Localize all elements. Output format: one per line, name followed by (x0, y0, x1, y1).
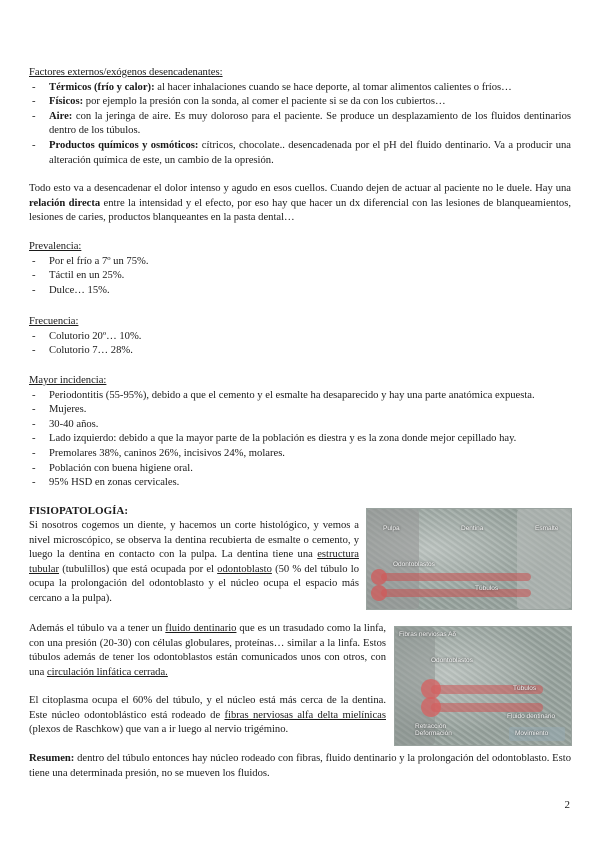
p1-underlined: odontoblasto (217, 563, 272, 575)
p1-text: Si nosotros cogemos un diente, y hacemos un corte histológico, y vemos a nivel microscópico, se observa la dentina recubierta de esmalte o cemento, y luego la dentina en contacto con la pulpa. La dentina tiene una (29, 520, 359, 561)
figure-label: Fibras nerviosas Aδ (399, 631, 457, 638)
figure-label: Fluido dentinario (507, 713, 556, 720)
fisio-paragraph-1 (29, 519, 359, 607)
p2-underlined: circulación linfática cerrada. (46, 666, 168, 678)
list-item: - Táctil en un 25%. (29, 269, 571, 284)
fisio-paragraph-2 (29, 622, 386, 680)
list-item: - Dulce… 15%. (29, 284, 571, 299)
item-text: por ejemplo la presión con la sonda, al comer el paciente si se da con los cubiertos… (83, 96, 446, 108)
list-item: - 95% HSD en zonas cervicales. (29, 476, 571, 491)
figure-label: Dentina (461, 525, 484, 532)
histology-figure-1 (366, 508, 572, 610)
term: Físicos: (49, 96, 84, 108)
list-item: - Colutorio 20º… 10%. (29, 330, 571, 345)
frecuencia-section (29, 315, 571, 359)
list-item: - Periodontitis (55-95%), debido a que el cemento y el esmalte ha desaparecido y hay una parte anatómica expuesta. (29, 389, 571, 404)
list-item (29, 81, 571, 96)
list-item: - 30-40 años. (29, 418, 571, 433)
factores-list (29, 81, 571, 169)
prevalencia-section (29, 240, 571, 298)
mayor-incidencia-section (29, 374, 571, 491)
figure-label: Esmalte (535, 525, 559, 532)
item-text: al hacer inhalaciones cuando se hace deporte, al tomar alimentos calientes o fríos… (154, 81, 512, 93)
intro-text: entre la intensidad y el efecto, por eso hay que hacer un dx diferencial con las lesiones de blanqueamientos, lesiones de caries, productos blanqueantes en la pasta dental… (29, 197, 571, 224)
p2-underlined: fluido dentinario (165, 623, 237, 634)
p1-text: (tubulillos) que está ocupada por el (59, 563, 218, 575)
list-item: - Colutorio 7… 28%. (29, 344, 571, 359)
prevalencia-list (29, 255, 571, 299)
resumen-label: Resumen: (29, 753, 75, 764)
list-item: - Mujeres. (29, 403, 571, 418)
figure-label: Odontoblastos (431, 657, 473, 664)
intro-paragraph (29, 182, 571, 226)
frecuencia-heading: Frecuencia: (29, 316, 79, 327)
p3-underlined: fibras nerviosas alfa delta mielínicas (224, 709, 386, 721)
fisio-paragraph-3 (29, 694, 386, 738)
figure-label: Retracción Deformación (415, 723, 452, 737)
factores-section (29, 66, 571, 168)
list-item: - Premolares 38%, caninos 26%, incisivos 24%, molares. (29, 447, 571, 462)
frecuencia-list (29, 330, 571, 359)
list-item (29, 95, 571, 110)
factores-heading: Factores externos/exógenos desencadenantes: (29, 67, 223, 78)
term: Térmicos (frío y calor): (49, 81, 155, 93)
figure-label: Movimiento (515, 730, 549, 737)
intro-bold: relación directa (29, 197, 101, 209)
figure-label: Túbulos (513, 685, 537, 692)
p2-text: Además el túbulo va a tener un (29, 623, 166, 634)
p1-text: (50 % del túbulo lo ocupa la prolongación del odontoblasto y el núcleo ocupa el espacio más cercano a la pulpa). (29, 563, 359, 604)
figure-label: Pulpa (383, 525, 400, 532)
mayor-list (29, 389, 571, 491)
term: Productos químicos y osmóticos: (49, 139, 199, 151)
list-item: - Población con buena higiene oral. (29, 462, 571, 477)
list-item (29, 110, 571, 139)
resumen-text: dentro del túbulo entonces hay núcleo rodeado con fibras, fluido dentinario y la prolongación del odontoblasto. Esto tiene una determinada presión, no se mueven los fluidos. (29, 753, 571, 779)
item-text: cítricos, chocolate.. desencadenada por el pH del fluido dentinario. Va a producir una alteración química de este, un cambio de la opresión. (49, 139, 571, 166)
p1-underlined: estructura tubular (29, 549, 359, 575)
term: Aire: (49, 110, 73, 122)
p3-text: (plexos de Raschkow) que van a ir luego al nervio trigémino. (29, 724, 289, 736)
p2-text: que es un trasudado como la linfa, con una presión (20-30) con células globulares, proteínas… similar a la linfa. Estos túbulos además de tener los odontoblastos están comunicados unos con otros, con una (29, 623, 386, 678)
figure-label: Odontoblastos (393, 561, 435, 568)
list-item: - Por el frío a 7º un 75%. (29, 255, 571, 270)
p3-text: El citoplasma ocupa el 60% del túbulo, y el núcleo está más cerca de la dentina. Este núcleo odontoblástico está rodeado de (29, 695, 386, 721)
page-number: 2 (564, 799, 570, 811)
item-text: con la jeringa de aire. Es muy doloroso para el paciente. Se produce un desplazamiento de los fluidos dentinarios dentro de los túbulos. (49, 110, 571, 137)
list-item (29, 139, 571, 168)
mayor-heading: Mayor incidencia: (29, 375, 107, 386)
fisio-resumen (29, 752, 571, 781)
list-item: - Lado izquierdo: debido a que la mayor parte de la población es diestra y es la zona donde mejor cepillado hay. (29, 432, 571, 447)
figure-label: Túbulos (475, 585, 499, 592)
histology-figure-2 (394, 626, 572, 746)
fisio-heading: FISIOPATOLOGÍA: (29, 505, 129, 517)
prevalencia-heading: Prevalencia: (29, 241, 82, 252)
intro-text: Todo esto va a desencadenar el dolor intenso y agudo en esos cuellos. Cuando dejen de actuar al paciente no le duele. Hay una (29, 183, 571, 194)
